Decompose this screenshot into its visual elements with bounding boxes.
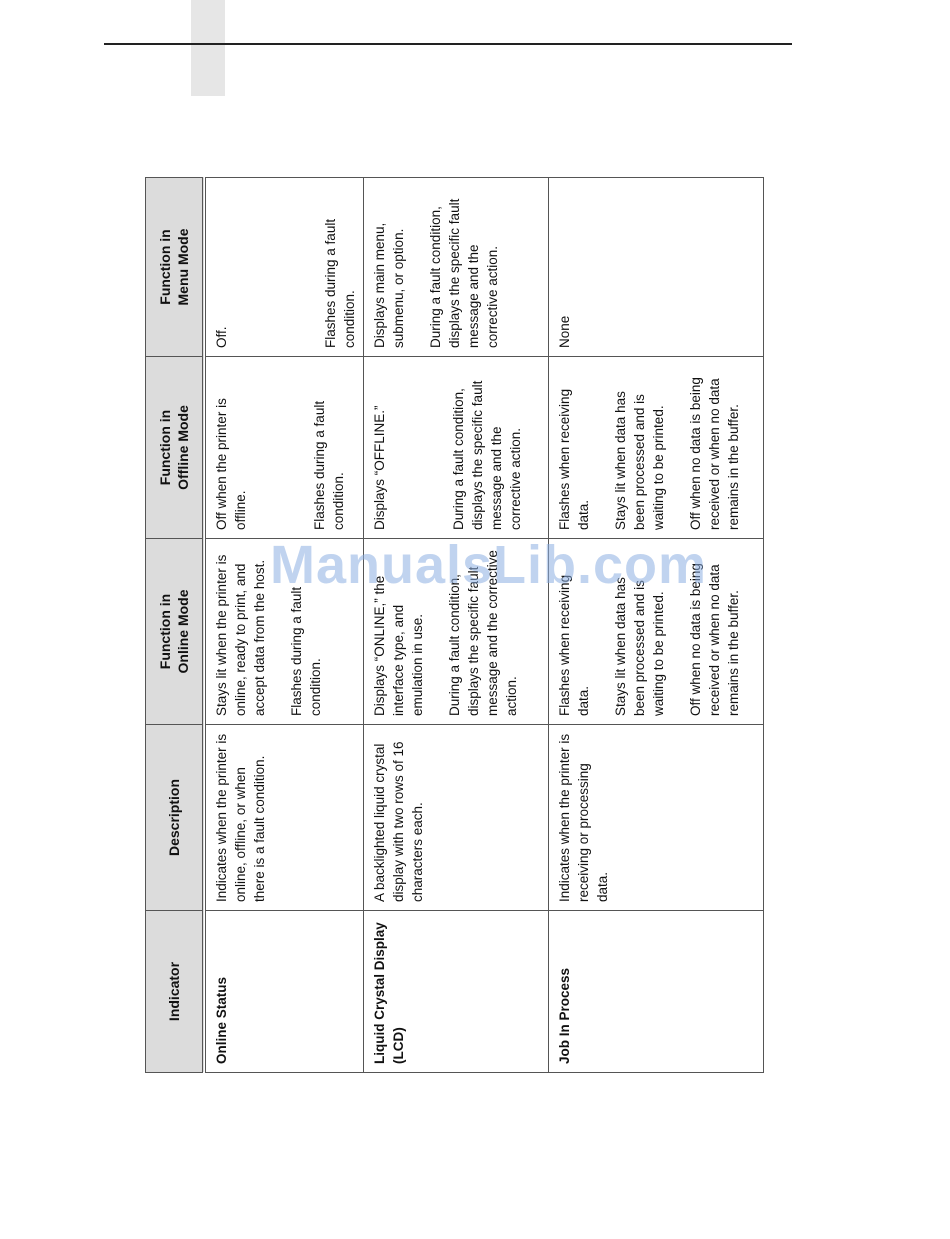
cell-paragraph: Flashes during a fault condition.: [323, 218, 357, 348]
table-header-row: [146, 178, 205, 1073]
cell-paragraph: Stays lit when data has been processed and is waiting to be printed.: [613, 391, 666, 530]
cell-paragraph: Flashes when receiving data.: [557, 574, 591, 716]
cell-paragraph: Off.: [214, 326, 229, 348]
offline-mode-cell: [364, 357, 549, 539]
cell-paragraph: Stays lit when data has been processed and is waiting to be printed.: [613, 577, 666, 716]
indicator-cell: Online Status: [204, 911, 364, 1073]
indicator-cell: Job In Process: [549, 911, 764, 1073]
rotated-table-container: [145, 178, 753, 1073]
description-cell: Indicates when the printer is online, offline, or when there is a fault condition.: [204, 725, 364, 911]
cell-paragraph: Displays main menu, submenu, or option.: [372, 222, 406, 348]
offline-mode-cell: [204, 357, 364, 539]
header-indicator: Indicator: [146, 911, 205, 1073]
header-menu-mode: Function in Menu Mode: [146, 178, 205, 357]
table-row: [549, 178, 764, 1073]
cell-paragraph: None: [557, 315, 572, 348]
cell-paragraph: During a fault condition, displays the specific fault message and the corrective action.: [451, 380, 523, 530]
cell-paragraph: Flashes during a fault condition.: [312, 400, 346, 530]
cell-paragraph: Displays “ONLINE,” the interface type, and emulation in use.: [372, 575, 425, 716]
table-row: [204, 178, 364, 1073]
cell-paragraph: Off when the printer is offline.: [214, 398, 248, 530]
indicator-cell: Liquid Crystal Display (LCD): [364, 911, 549, 1073]
menu-mode-cell: [364, 178, 549, 357]
description-cell: Indicates when the printer is receiving or processing data.: [549, 725, 764, 911]
table-row: [364, 178, 549, 1073]
cell-paragraph: Flashes during a fault condition.: [289, 586, 323, 716]
cell-paragraph: Off when no data is being received or when no data remains in the buffer.: [688, 563, 741, 716]
menu-mode-cell: [204, 178, 364, 357]
cell-paragraph: During a fault condition, displays the specific fault message and the corrective action.: [447, 550, 519, 716]
cell-paragraph: Flashes when receiving data.: [557, 388, 591, 530]
cell-paragraph: During a fault condition, displays the specific fault message and the corrective action.: [428, 198, 500, 348]
offline-mode-cell: [549, 357, 764, 539]
indicator-functions-table: [145, 177, 764, 1073]
cell-paragraph: Stays lit when the printer is online, ready to print, and accept data from the host.: [214, 554, 267, 716]
header-description: Description: [146, 725, 205, 911]
cell-paragraph: Displays “OFFLINE.”: [372, 405, 387, 530]
header-online-mode: Function in Online Mode: [146, 539, 205, 725]
menu-mode-cell: [549, 178, 764, 357]
header-rule: [104, 43, 792, 45]
watermark: ManualsLib.com: [270, 535, 708, 595]
header-offline-mode: Function in Offline Mode: [146, 357, 205, 539]
page-tab-marker: [191, 0, 225, 96]
cell-paragraph: Off when no data is being received or when no data remains in the buffer.: [688, 377, 741, 530]
description-cell: A backlighted liquid crystal display with two rows of 16 characters each.: [364, 725, 549, 911]
